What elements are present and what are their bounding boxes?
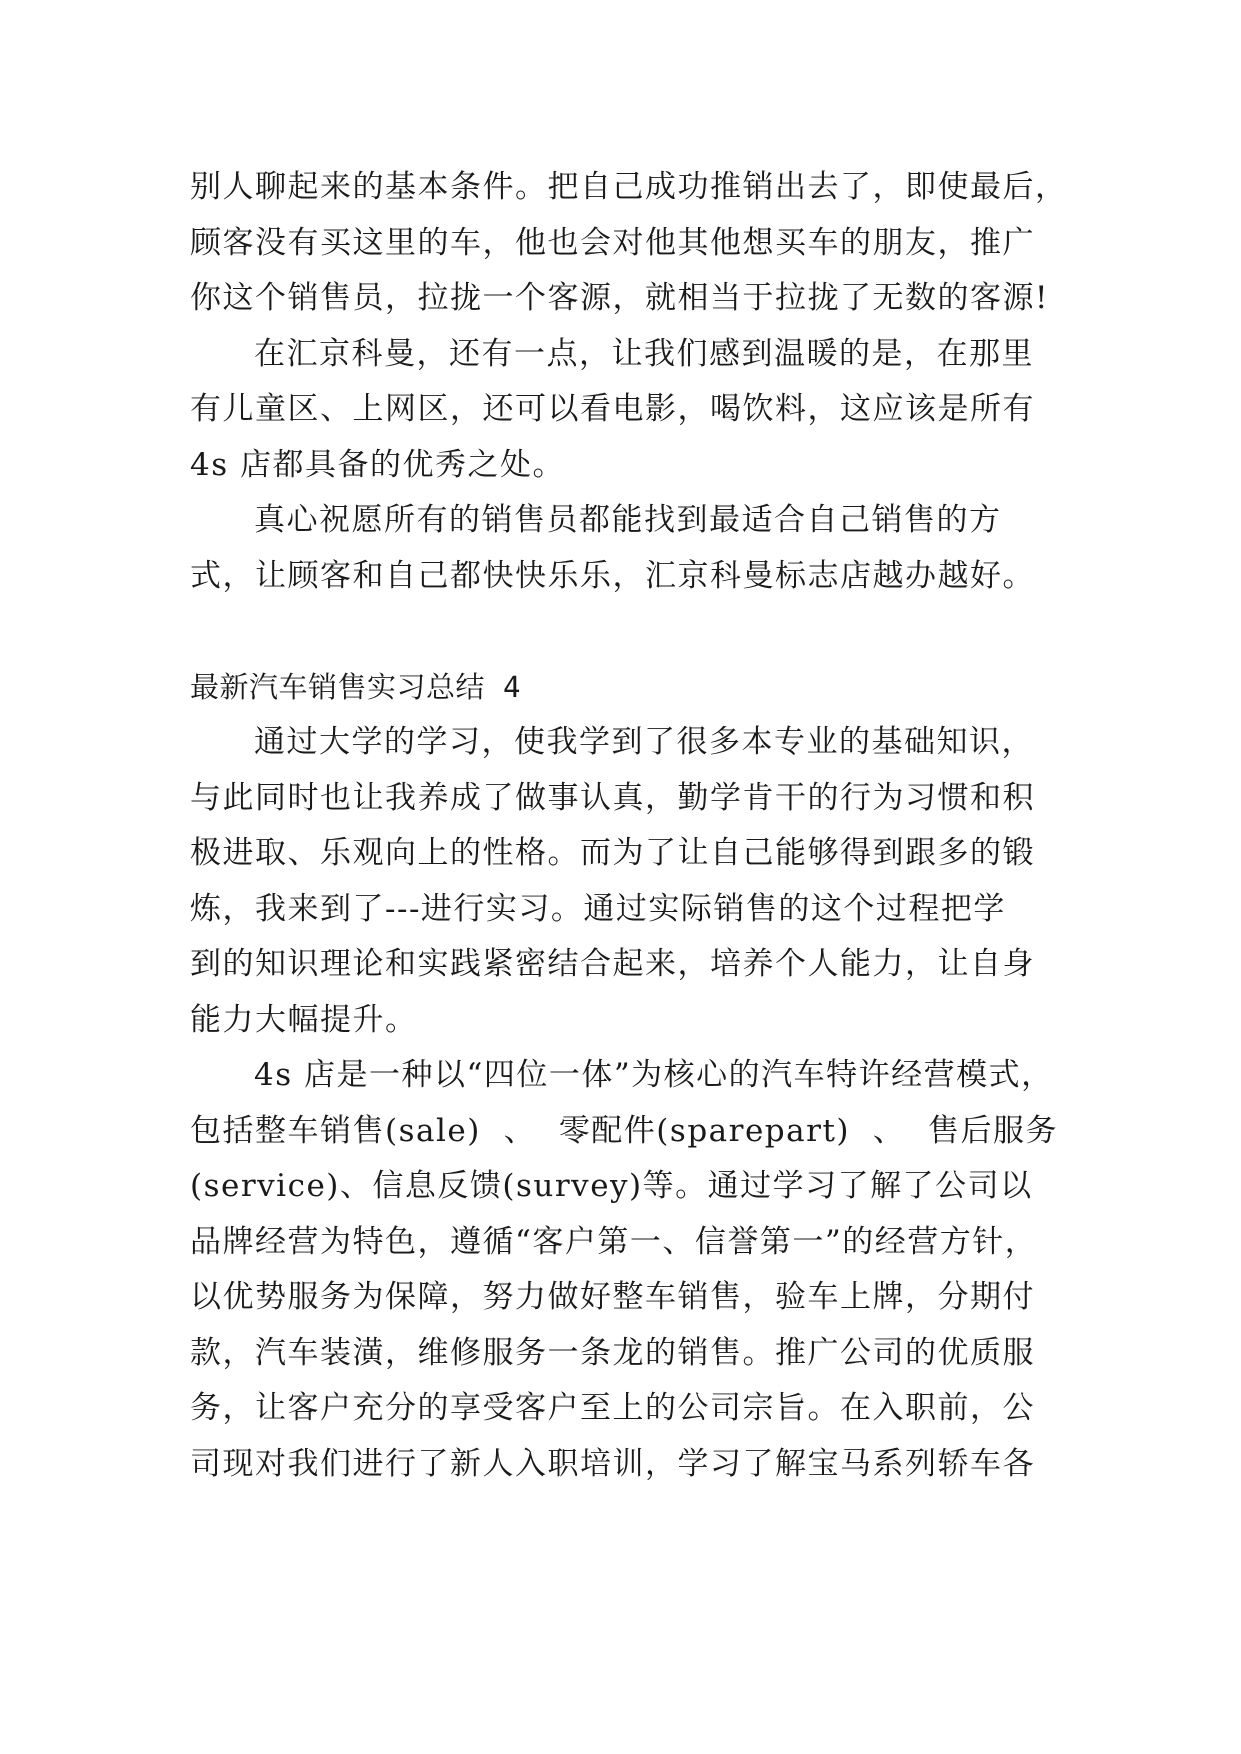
paragraph-line: 在汇京科曼，还有一点，让我们感到温暖的是，在那里: [254, 335, 1034, 372]
paragraph-line: 务，让客户充分的享受客户至上的公司宗旨。在入职前，公: [190, 1390, 1035, 1426]
paragraph-line: 到的知识理论和实践紧密结合起来，培养个人能力，让自身: [190, 946, 1035, 982]
paragraph-line: 以优势服务为保障，努力做好整车销售，验车上牌，分期付: [190, 1279, 1035, 1315]
text-segment: 零配件(sparepart): [558, 1112, 851, 1149]
paragraph-line: 与此同时也让我养成了做事认真，勤学肯干的行为习惯和积: [190, 779, 1035, 816]
paragraph-line: 款，汽车装潢，维修服务一条龙的销售。推广公司的优质服: [190, 1334, 1035, 1371]
paragraph-line: 能力大幅提升。: [190, 1001, 418, 1038]
paragraph-spacer: [190, 604, 1058, 660]
text-segment: 、: [503, 1112, 537, 1149]
paragraph-line: 真心祝愿所有的销售员都能找到最适合自己销售的方: [254, 502, 1002, 538]
paragraph-line: 有儿童区、上网区，还可以看电影，喝饮料，这应该是所有: [190, 391, 1035, 427]
text-segment: 、: [872, 1112, 906, 1149]
paragraph-line: 你这个销售员，拉拢一个客源，就相当于拉拢了无数的客源!: [190, 280, 1049, 316]
text-segment: 包括整车销售(sale): [190, 1112, 481, 1149]
text-segment: 售后服务: [927, 1112, 1058, 1149]
paragraph-line: 4s 店都具备的优秀之处。: [190, 446, 565, 483]
paragraph-line: 司现对我们进行了新人入职培训，学习了解宝马系列轿车各: [190, 1445, 1035, 1482]
paragraph-line: 式，让顾客和自己都快快乐乐，汇京科曼标志店越办越好。: [190, 557, 1035, 594]
paragraph-line: 炼，我来到了---进行实习。通过实际销售的这个过程把学: [190, 890, 1006, 927]
paragraph-line: 通过大学的学习，使我学到了很多本专业的基础知识，: [254, 724, 1034, 760]
paragraph-line: 极进取、乐观向上的性格。而为了让自己能够得到跟多的锻: [190, 835, 1035, 871]
paragraph-line: [190, 1104, 1058, 1160]
paragraph-line: 4s 店是一种以“四位一体”为核心的汽车特许经营模式，: [254, 1057, 1054, 1093]
paragraph-line: 别人聊起来的基本条件。把自己成功推销出去了，即使最后，: [190, 169, 1068, 205]
document-body: [190, 160, 1068, 1492]
paragraph-line: 顾客没有买这里的车，他也会对他其他想买车的朋友，推广: [190, 224, 1035, 261]
paragraph-line: 品牌经营为特色，遵循“客户第一、信誉第一”的经营方针，: [190, 1223, 1038, 1260]
paragraph-line: (service)、信息反馈(survey)等。通过学习了解了公司以: [190, 1168, 1033, 1204]
section-heading: 最新汽车销售实习总结 4: [190, 669, 521, 704]
